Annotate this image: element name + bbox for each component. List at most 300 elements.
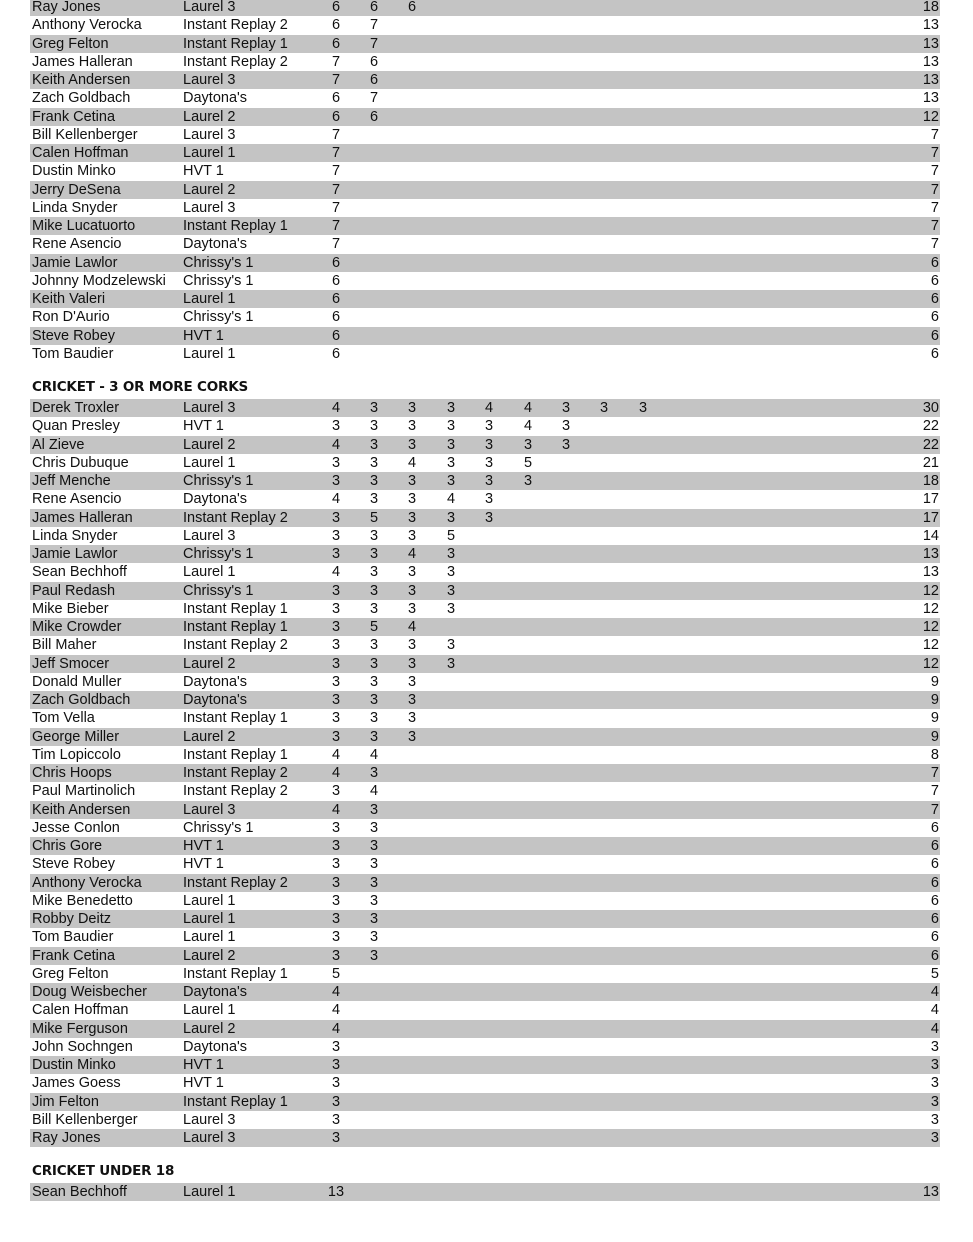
score-cell: 4 — [331, 564, 341, 581]
table-row — [30, 235, 940, 253]
score-cell: 6 — [331, 90, 341, 107]
team-name: Instant Replay 1 — [183, 600, 288, 617]
score-cell: 3 — [484, 473, 494, 489]
table-row — [30, 345, 940, 363]
team-name: Instant Replay 1 — [183, 746, 288, 763]
score-cell: 6 — [331, 17, 341, 34]
table-row — [30, 126, 940, 144]
player-name: Quan Presley — [32, 418, 120, 435]
total-cell: 6 — [930, 272, 939, 289]
total-cell: 6 — [930, 327, 939, 344]
score-cell: 7 — [369, 35, 379, 52]
total-cell: 6 — [930, 947, 939, 964]
score-cell: 7 — [331, 72, 341, 88]
score-cell: 5 — [369, 509, 379, 526]
team-name: Instant Replay 1 — [183, 35, 288, 52]
score-cell: 3 — [369, 856, 379, 873]
total-cell: 3 — [930, 1093, 939, 1110]
table-row — [30, 947, 940, 965]
total-cell: 13 — [922, 564, 939, 581]
score-cell: 5 — [446, 527, 456, 544]
team-name: Laurel 1 — [183, 564, 236, 581]
player-name: Donald Muller — [32, 673, 122, 690]
score-cell: 3 — [523, 436, 533, 453]
total-cell: 18 — [922, 0, 939, 15]
score-cell: 13 — [327, 1184, 345, 1201]
score-cell: 3 — [331, 838, 341, 854]
score-cell: 4 — [523, 400, 533, 416]
team-name: Instant Replay 2 — [183, 17, 288, 34]
total-cell: 7 — [930, 199, 939, 216]
total-cell: 6 — [930, 856, 939, 873]
player-name: Chris Gore — [32, 838, 103, 854]
player-name: Dustin Minko — [32, 163, 116, 180]
player-name: Anthony Verocka — [32, 17, 142, 34]
score-cell: 3 — [484, 491, 494, 508]
player-name: Frank Cetina — [32, 947, 116, 964]
table-row — [30, 746, 940, 764]
total-cell: 17 — [922, 491, 939, 508]
score-cell: 3 — [331, 874, 341, 891]
player-name: Linda Snyder — [32, 527, 118, 544]
score-cell: 3 — [369, 637, 379, 654]
total-cell: 6 — [930, 254, 939, 271]
table-row — [30, 527, 940, 545]
score-cell: 3 — [446, 400, 456, 416]
section-heading: CRICKET - 3 OR MORE CORKS — [32, 379, 248, 395]
score-cell: 6 — [331, 0, 341, 15]
score-cell: 3 — [369, 692, 379, 708]
team-name: HVT 1 — [183, 856, 224, 873]
player-name: Ron D'Aurio — [32, 309, 110, 326]
total-cell: 13 — [922, 546, 939, 562]
player-name: Jeff Menche — [32, 473, 111, 489]
score-cell: 3 — [369, 947, 379, 964]
team-name: Laurel 2 — [183, 1020, 236, 1037]
score-cell: 3 — [331, 856, 341, 873]
score-cell: 3 — [331, 619, 341, 635]
team-name: Daytona's — [183, 673, 248, 690]
total-cell: 13 — [922, 90, 939, 107]
player-name: Rene Asencio — [32, 236, 122, 253]
total-cell: 7 — [930, 126, 939, 143]
score-cell: 3 — [407, 436, 417, 453]
table-row — [30, 1074, 940, 1092]
total-cell: 18 — [922, 473, 939, 489]
score-cell: 3 — [484, 418, 494, 435]
table-row — [30, 618, 940, 636]
player-name: Sean Bechhoff — [32, 564, 127, 581]
score-cell: 4 — [331, 801, 341, 818]
score-cell: 3 — [369, 436, 379, 453]
player-name: Johnny Modzelewski — [32, 272, 166, 289]
table-row — [30, 563, 940, 581]
score-cell: 3 — [446, 582, 456, 599]
total-cell: 9 — [930, 728, 939, 745]
total-cell: 6 — [930, 911, 939, 927]
total-cell: 12 — [922, 600, 939, 617]
total-cell: 13 — [922, 35, 939, 52]
total-cell: 6 — [930, 345, 939, 362]
score-cell: 6 — [369, 0, 379, 15]
score-cell: 3 — [369, 765, 379, 781]
player-name: Zach Goldbach — [32, 692, 131, 708]
team-name: Laurel 2 — [183, 728, 236, 745]
table-row — [30, 1038, 940, 1056]
team-name: Daytona's — [183, 692, 248, 708]
score-cell: 4 — [484, 400, 494, 416]
score-cell: 3 — [407, 418, 417, 435]
team-name: Laurel 2 — [183, 108, 236, 125]
player-name: Mike Ferguson — [32, 1020, 128, 1037]
team-name: Laurel 3 — [183, 1111, 236, 1128]
table-row — [30, 728, 940, 746]
team-name: HVT 1 — [183, 327, 224, 344]
score-cell: 7 — [331, 53, 341, 70]
team-name: HVT 1 — [183, 1057, 224, 1073]
team-name: Laurel 3 — [183, 527, 236, 544]
score-cell: 3 — [407, 491, 417, 508]
score-cell: 3 — [331, 1130, 341, 1146]
table-row — [30, 545, 940, 563]
score-cell: 3 — [331, 582, 341, 599]
score-cell: 6 — [369, 108, 379, 125]
team-name: Daytona's — [183, 984, 248, 1000]
total-cell: 7 — [930, 145, 939, 161]
score-cell: 3 — [331, 473, 341, 489]
table-row — [30, 472, 940, 490]
score-cell: 7 — [331, 199, 341, 216]
score-cell: 6 — [369, 53, 379, 70]
total-cell: 8 — [930, 746, 939, 763]
team-name: Laurel 3 — [183, 400, 236, 416]
team-name: Instant Replay 2 — [183, 765, 288, 781]
team-name: HVT 1 — [183, 838, 224, 854]
table-row — [30, 399, 940, 417]
player-name: Steve Robey — [32, 327, 116, 344]
table-row — [30, 837, 940, 855]
total-cell: 7 — [930, 236, 939, 253]
total-cell: 21 — [922, 454, 939, 471]
total-cell: 7 — [930, 801, 939, 818]
team-name: Chrissy's 1 — [183, 473, 254, 489]
player-name: Mike Lucatuorto — [32, 218, 136, 234]
score-cell: 3 — [369, 929, 379, 946]
table-row — [30, 782, 940, 800]
score-cell: 4 — [523, 418, 533, 435]
total-cell: 7 — [930, 218, 939, 234]
total-cell: 9 — [930, 692, 939, 708]
score-cell: 7 — [369, 90, 379, 107]
player-name: Rene Asencio — [32, 491, 122, 508]
player-name: Jerry DeSena — [32, 181, 121, 198]
score-cell: 3 — [369, 911, 379, 927]
table-row — [30, 181, 940, 199]
table-row — [30, 108, 940, 126]
score-cell: 3 — [331, 673, 341, 690]
player-name: Robby Deitz — [32, 911, 111, 927]
team-name: Instant Replay 1 — [183, 965, 288, 982]
total-cell: 22 — [922, 418, 939, 435]
player-name: John Sochngen — [32, 1038, 133, 1055]
score-cell: 3 — [369, 473, 379, 489]
score-cell: 3 — [407, 582, 417, 599]
team-name: Instant Replay 1 — [183, 218, 288, 234]
table-row — [30, 308, 940, 326]
team-name: Chrissy's 1 — [183, 582, 254, 599]
team-name: Laurel 1 — [183, 291, 236, 307]
player-name: James Goess — [32, 1075, 121, 1092]
table-row — [30, 436, 940, 454]
score-cell: 5 — [523, 454, 533, 471]
team-name: Daytona's — [183, 1038, 248, 1055]
total-cell: 4 — [930, 984, 939, 1000]
score-cell: 3 — [407, 400, 417, 416]
score-cell: 3 — [369, 418, 379, 435]
team-name: Instant Replay 2 — [183, 874, 288, 891]
score-cell: 3 — [369, 819, 379, 836]
team-name: Instant Replay 2 — [183, 509, 288, 526]
total-cell: 4 — [930, 1020, 939, 1037]
table-row — [30, 1093, 940, 1111]
table-row — [30, 509, 940, 527]
total-cell: 14 — [922, 527, 939, 544]
player-name: Chris Hoops — [32, 765, 112, 781]
table-row — [30, 582, 940, 600]
team-name: Instant Replay 1 — [183, 710, 288, 727]
table-row — [30, 217, 940, 235]
total-cell: 7 — [930, 163, 939, 180]
team-name: Laurel 1 — [183, 1184, 236, 1201]
score-cell: 3 — [638, 400, 648, 416]
score-cell: 7 — [331, 163, 341, 180]
score-cell: 4 — [331, 984, 341, 1000]
score-cell: 3 — [331, 1038, 341, 1055]
player-name: Calen Hoffman — [32, 145, 129, 161]
score-cell: 3 — [369, 874, 379, 891]
team-name: Laurel 3 — [183, 801, 236, 818]
total-cell: 7 — [930, 181, 939, 198]
total-cell: 22 — [922, 436, 939, 453]
total-cell: 30 — [922, 400, 939, 416]
player-name: Jeff Smocer — [32, 655, 110, 672]
table-row — [30, 655, 940, 673]
team-name: Chrissy's 1 — [183, 546, 254, 562]
score-cell: 3 — [407, 673, 417, 690]
team-name: Daytona's — [183, 90, 248, 107]
score-cell: 5 — [331, 965, 341, 982]
table-row — [30, 53, 940, 71]
table-row — [30, 819, 940, 837]
score-cell: 3 — [523, 473, 533, 489]
table-row — [30, 1001, 940, 1019]
score-cell: 3 — [407, 600, 417, 617]
score-cell: 3 — [331, 600, 341, 617]
table-row — [30, 983, 940, 1001]
score-cell: 5 — [369, 619, 379, 635]
score-cell: 3 — [369, 892, 379, 909]
total-cell: 13 — [922, 72, 939, 88]
score-cell: 3 — [369, 801, 379, 818]
total-cell: 6 — [930, 929, 939, 946]
score-cell: 6 — [331, 272, 341, 289]
table-row — [30, 144, 940, 162]
score-cell: 3 — [369, 655, 379, 672]
score-cell: 3 — [331, 911, 341, 927]
team-name: Laurel 3 — [183, 0, 236, 15]
table-row — [30, 874, 940, 892]
score-cell: 7 — [331, 145, 341, 161]
score-cell: 3 — [331, 1111, 341, 1128]
table-row — [30, 16, 940, 34]
score-cell: 3 — [369, 838, 379, 854]
table-row — [30, 1129, 940, 1147]
table-row — [30, 272, 940, 290]
team-name: Laurel 2 — [183, 436, 236, 453]
score-cell: 3 — [331, 546, 341, 562]
score-cell: 3 — [407, 728, 417, 745]
total-cell: 6 — [930, 838, 939, 854]
score-cell: 4 — [331, 491, 341, 508]
score-cell: 3 — [369, 527, 379, 544]
score-cell: 4 — [331, 1020, 341, 1037]
player-name: Sean Bechhoff — [32, 1184, 127, 1201]
total-cell: 3 — [930, 1130, 939, 1146]
team-name: Instant Replay 1 — [183, 1093, 288, 1110]
score-cell: 3 — [446, 436, 456, 453]
team-name: Laurel 3 — [183, 1130, 236, 1146]
score-cell: 3 — [561, 418, 571, 435]
player-name: James Halleran — [32, 53, 133, 70]
table-row — [30, 89, 940, 107]
team-name: Chrissy's 1 — [183, 254, 254, 271]
score-cell: 4 — [369, 783, 379, 800]
total-cell: 4 — [930, 1002, 939, 1019]
score-cell: 3 — [331, 509, 341, 526]
table-row — [30, 71, 940, 89]
player-name: Frank Cetina — [32, 108, 116, 125]
player-name: Tom Baudier — [32, 929, 114, 946]
table-row — [30, 892, 940, 910]
score-cell: 6 — [407, 0, 417, 15]
player-name: Al Zieve — [32, 436, 85, 453]
player-name: Calen Hoffman — [32, 1002, 129, 1019]
total-cell: 6 — [930, 874, 939, 891]
score-cell: 3 — [407, 473, 417, 489]
table-row — [30, 801, 940, 819]
score-cell: 7 — [369, 17, 379, 34]
team-name: Daytona's — [183, 236, 248, 253]
score-cell: 3 — [407, 564, 417, 581]
team-name: Laurel 1 — [183, 145, 236, 161]
table-row — [30, 673, 940, 691]
score-cell: 3 — [484, 509, 494, 526]
player-name: Derek Troxler — [32, 400, 120, 416]
score-cell: 4 — [446, 491, 456, 508]
total-cell: 3 — [930, 1075, 939, 1092]
table-row — [30, 709, 940, 727]
score-cell: 3 — [446, 637, 456, 654]
team-name: HVT 1 — [183, 163, 224, 180]
team-name: HVT 1 — [183, 418, 224, 435]
score-cell: 3 — [407, 637, 417, 654]
team-name: Laurel 3 — [183, 126, 236, 143]
player-name: Mike Bieber — [32, 600, 109, 617]
team-name: Laurel 2 — [183, 947, 236, 964]
score-cell: 3 — [599, 400, 609, 416]
score-cell: 4 — [331, 1002, 341, 1019]
score-cell: 3 — [369, 673, 379, 690]
score-cell: 3 — [331, 892, 341, 909]
table-row — [30, 965, 940, 983]
player-name: George Miller — [32, 728, 120, 745]
total-cell: 3 — [930, 1057, 939, 1073]
score-cell: 3 — [484, 454, 494, 471]
team-name: Laurel 1 — [183, 345, 236, 362]
section-heading: CRICKET UNDER 18 — [32, 1163, 175, 1180]
score-cell: 3 — [446, 655, 456, 672]
player-name: Mike Benedetto — [32, 892, 133, 909]
total-cell: 6 — [930, 309, 939, 326]
player-name: Bill Kellenberger — [32, 1111, 138, 1128]
score-cell: 4 — [331, 400, 341, 416]
team-name: Laurel 3 — [183, 199, 236, 216]
team-name: Instant Replay 1 — [183, 619, 288, 635]
total-cell: 13 — [922, 17, 939, 34]
team-name: Laurel 3 — [183, 72, 236, 88]
table-row — [30, 1020, 940, 1038]
total-cell: 13 — [922, 53, 939, 70]
score-cell: 3 — [407, 655, 417, 672]
table-row — [30, 199, 940, 217]
score-cell: 3 — [331, 637, 341, 654]
table-row — [30, 327, 940, 345]
total-cell: 6 — [930, 892, 939, 909]
total-cell: 12 — [922, 108, 939, 125]
score-cell: 3 — [331, 692, 341, 708]
score-cell: 3 — [407, 509, 417, 526]
team-name: Laurel 2 — [183, 655, 236, 672]
score-cell: 3 — [446, 600, 456, 617]
score-cell: 3 — [369, 546, 379, 562]
player-name: Zach Goldbach — [32, 90, 131, 107]
score-cell: 3 — [331, 454, 341, 471]
score-cell: 3 — [331, 929, 341, 946]
total-cell: 9 — [930, 673, 939, 690]
player-name: Paul Redash — [32, 582, 116, 599]
player-name: Dustin Minko — [32, 1057, 116, 1073]
score-cell: 3 — [369, 491, 379, 508]
table-row — [30, 691, 940, 709]
table-row — [30, 0, 940, 16]
player-name: Anthony Verocka — [32, 874, 142, 891]
score-cell: 6 — [331, 309, 341, 326]
score-cell: 3 — [369, 728, 379, 745]
table-row — [30, 35, 940, 53]
player-name: Tim Lopiccolo — [32, 746, 121, 763]
total-cell: 6 — [930, 819, 939, 836]
player-name: Ray Jones — [32, 0, 101, 15]
total-cell: 17 — [922, 509, 939, 526]
table-row — [30, 1111, 940, 1129]
total-cell: 3 — [930, 1111, 939, 1128]
score-cell: 3 — [446, 564, 456, 581]
score-cell: 3 — [331, 1075, 341, 1092]
score-cell: 7 — [331, 236, 341, 253]
player-name: Ray Jones — [32, 1130, 101, 1146]
score-cell: 7 — [331, 126, 341, 143]
total-cell: 7 — [930, 783, 939, 800]
